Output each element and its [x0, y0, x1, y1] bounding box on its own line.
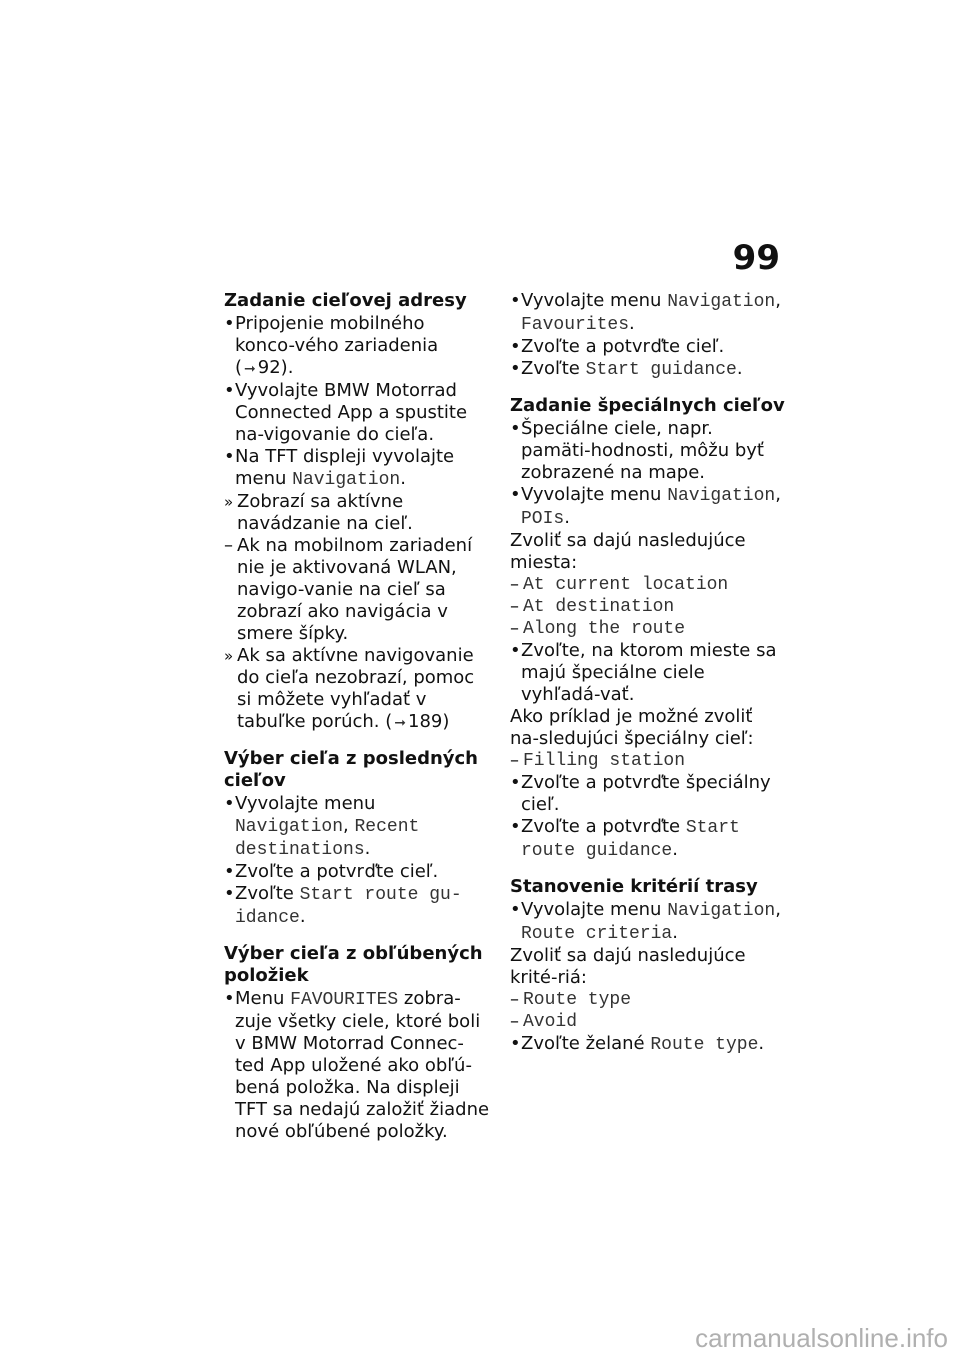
list-item: • Zvoľte a potvrďte cieľ. [510, 336, 725, 357]
list-item: • Zvoľte a potvrďte špeciálny cieľ. [510, 772, 771, 815]
result-item: » Zobrazí sa aktívne navádzanie na cieľ. [224, 491, 413, 534]
bullet-icon: • [224, 793, 235, 814]
list-item: • Na TFT displeji vyvolajte menu Navigation. [224, 446, 455, 490]
bullet-icon: • [224, 380, 235, 401]
menu-label: Start route gu-idance [235, 885, 462, 928]
dash-item: – Ak na mobilnom zariadení nie je aktivovaná WLAN, navigo-vanie na cieľ sa zobrazí ako navigácia v smere šípky. [224, 535, 473, 644]
menu-label: Navigation [667, 901, 776, 921]
bullet-icon: • [510, 640, 521, 661]
page-reference-arrow-icon: ➞ [244, 361, 256, 377]
dash-icon: – [510, 1011, 519, 1032]
section-title: Výber cieľa z posledných cieľov [224, 748, 478, 791]
menu-label: Start guidance [585, 360, 737, 380]
menu-label: Recent destinations [235, 817, 420, 860]
dash-icon: – [510, 618, 519, 639]
bullet-icon: • [224, 883, 235, 904]
paragraph: Zvoliť sa dajú nasledujúce krité-riá: [510, 945, 746, 988]
bullet-icon: • [224, 861, 235, 882]
dash-icon: – [510, 574, 519, 595]
dash-item: – At current location [510, 574, 729, 595]
menu-label: POIs [521, 509, 565, 529]
dash-item: – Along the route [510, 618, 686, 639]
result-item: » Ak sa aktívne navigovanie do cieľa nezobrazí, pomoc si môžete vyhľadať v tabuľke porúch. ( ➞ 189) [224, 645, 475, 732]
dash-icon: – [224, 535, 233, 556]
dash-item: – Filling station [510, 750, 686, 771]
bullet-icon: • [510, 1033, 521, 1054]
dash-item: – Route type [510, 989, 632, 1010]
section-title: Výber cieľa z obľúbených položiek [224, 943, 483, 986]
list-item: • Vyvolajte menu Navigation, Favourites. [510, 290, 781, 335]
menu-label: Navigation [235, 817, 344, 837]
list-item: • Vyvolajte menu Navigation, Route criteria. [510, 899, 781, 944]
list-item: • Vyvolajte BMW Motorrad Connected App a spustite na-vigovanie do cieľa. [224, 380, 468, 445]
menu-label: Start route guidance [521, 818, 740, 861]
menu-label: Navigation [292, 470, 401, 490]
bullet-icon: • [510, 484, 521, 505]
list-item: • Zvoľte a potvrďte cieľ. [224, 861, 439, 882]
result-arrow-icon: » [224, 647, 234, 665]
list-item: • Zvoľte, na ktorom mieste sa majú špeciálne ciele vyhľadá-vať. [510, 640, 777, 705]
list-item: • Pripojenie mobilného konco-vého zariadenia ( ➞ 92). [224, 313, 439, 378]
result-arrow-icon: » [224, 493, 234, 511]
menu-label: Route criteria [521, 924, 673, 944]
bullet-icon: • [224, 446, 235, 467]
dash-icon: – [510, 750, 519, 771]
dash-icon: – [510, 989, 519, 1010]
list-item: • Špeciálne ciele, napr. pamäti-hodnosti, môžu byť zobrazené na mape. [510, 418, 764, 483]
paragraph: Zvoliť sa dajú nasledujúce miesta: [510, 530, 746, 573]
bullet-icon: • [224, 313, 235, 334]
menu-label: Route type [650, 1035, 759, 1055]
list-item: • Vyvolajte menu Navigation, Recent destinations. [224, 793, 420, 860]
bullet-icon: • [510, 336, 521, 357]
list-item: • Zvoľte želané Route type. [510, 1033, 765, 1055]
page-number: 99 [732, 238, 780, 278]
dash-item: – Avoid [510, 1011, 578, 1032]
list-item: • Zvoľte Start guidance. [510, 358, 743, 380]
list-item: • Menu FAVOURITES zobra-zuje všetky ciele, ktoré boli v BMW Motorrad Connec-ted App uložené ako obľú-bená položka. Na displeji TFT sa nedajú založiť žiadne nové obľúbené položky. [224, 988, 490, 1142]
dash-item: – At destination [510, 596, 675, 617]
bullet-icon: • [510, 418, 521, 439]
watermark: carmanualsonline.info [695, 1323, 948, 1353]
menu-label: Favourites [521, 315, 630, 335]
left-column [224, 290, 490, 1143]
right-column [510, 290, 785, 1056]
list-item: • Zvoľte a potvrďte Start route guidance. [510, 816, 740, 861]
dash-icon: – [510, 596, 519, 617]
paragraph: Ako príklad je možné zvoliť na-sledujúci špeciálny cieľ: [510, 706, 754, 749]
list-item: • Vyvolajte menu Navigation, POIs. [510, 484, 781, 529]
bullet-icon: • [510, 290, 521, 311]
menu-label: Navigation [667, 292, 776, 312]
bullet-icon: • [510, 816, 521, 837]
page-reference-arrow-icon: ➞ [394, 715, 407, 731]
list-item: • Zvoľte Start route gu-idance. [224, 883, 462, 928]
menu-label: Navigation [667, 486, 776, 506]
bullet-icon: • [510, 899, 521, 920]
bullet-icon: • [510, 772, 521, 793]
menu-label: FAVOURITES [290, 990, 399, 1010]
section-title: Zadanie cieľovej adresy [224, 290, 467, 311]
bullet-icon: • [224, 988, 235, 1009]
bullet-icon: • [510, 358, 521, 379]
section-title: Stanovenie kritérií trasy [510, 876, 758, 897]
section-title: Zadanie špeciálnych cieľov [510, 395, 785, 416]
